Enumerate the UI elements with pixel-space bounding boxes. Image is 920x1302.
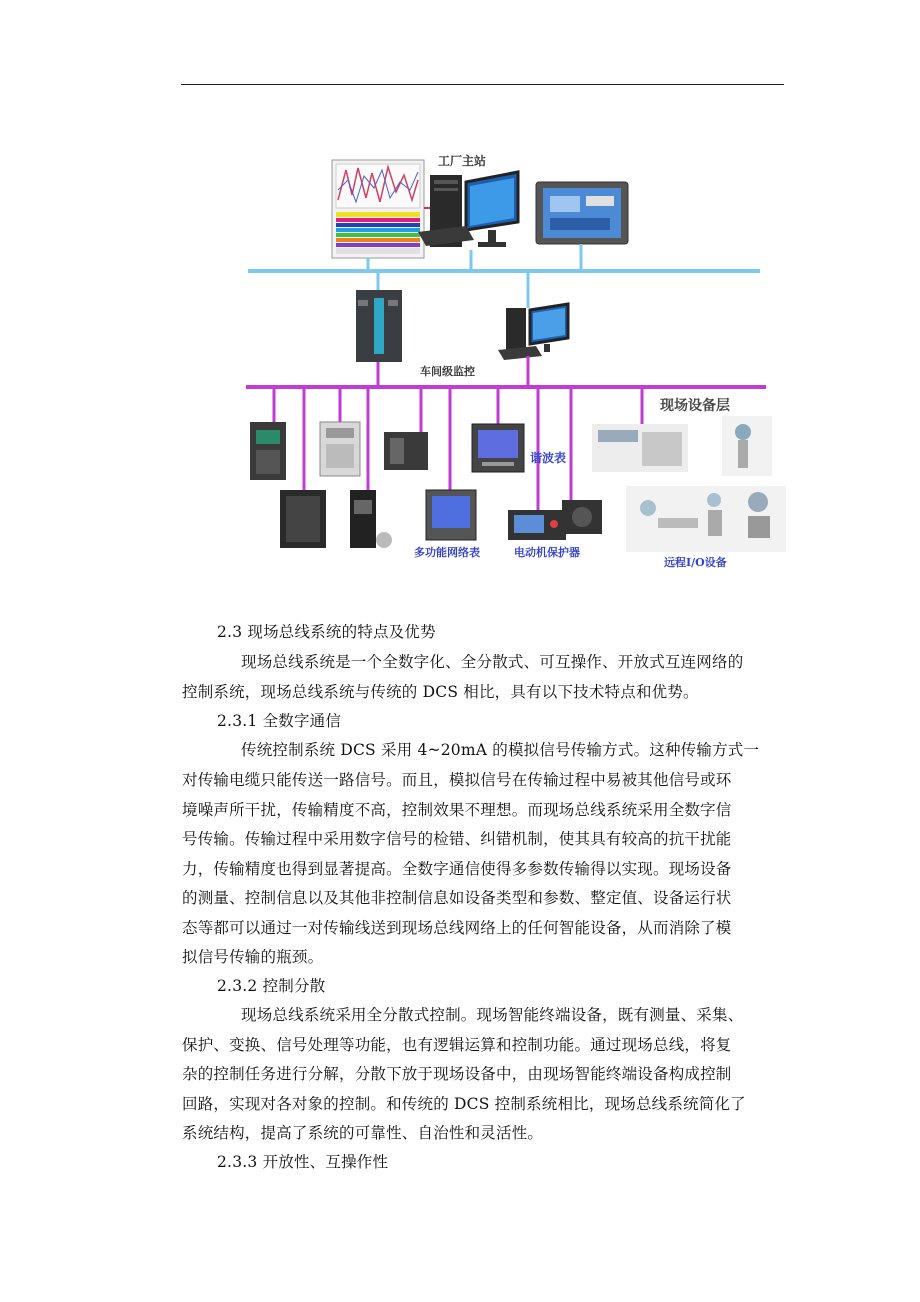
- paragraph-line: 境噪声所干扰，传输精度不高，控制效果不理想。而现场总线系统采用全数字信: [182, 801, 732, 819]
- harmonic-meter-label: 谐波表: [530, 451, 567, 465]
- section-2-3-title: 2.3 现场总线系统的特点及优势: [217, 623, 436, 641]
- io-module-icon: [384, 432, 428, 470]
- trend-screenshot-image: [332, 160, 424, 258]
- paragraph-line: 拟信号传输的瓶颈。: [182, 948, 324, 966]
- field-layer-label: 现场设备层: [660, 398, 730, 414]
- motor-protector-label: 电动机保护器: [514, 546, 580, 559]
- section-2-3-2-title: 2.3.2 控制分散: [217, 977, 326, 995]
- plc-module-icon: [356, 290, 402, 362]
- factory-master-label: 工厂主站: [438, 154, 487, 168]
- section-2-3-1-title: 2.3.1 全数字通信: [217, 712, 342, 730]
- paragraph-line: 号传输。传输过程中采用数字信号的检错、纠错机制，使其具有较高的抗干扰能: [182, 830, 732, 848]
- paragraph-line: 系统结构，提高了系统的可靠性、自治性和灵活性。: [182, 1124, 544, 1142]
- workshop-monitor-label: 车间级监控: [420, 365, 475, 378]
- fieldbus-architecture-figure: [238, 140, 790, 585]
- paragraph-line: 传统控制系统 DCS 采用 4~20mA 的模拟信号传输方式。这种传输方式一: [241, 741, 760, 759]
- harmonic-meter-icon: [472, 424, 524, 472]
- multi-function-meter-icon: [426, 490, 476, 540]
- paragraph-line: 保护、变换、信号处理等功能，也有逻辑运算和控制功能。通过现场总线，将复: [182, 1036, 732, 1054]
- remote-io-label: 远程I/O设备: [664, 556, 727, 569]
- multi-meter-label: 多功能网络表: [414, 546, 480, 559]
- header-rule: [181, 84, 784, 85]
- paragraph-line: 态等都可以通过一对传输线送到现场总线网络上的任何智能设备，从而消除了模: [182, 919, 732, 937]
- drive-device-icon: [280, 490, 326, 548]
- touch-panel-icon: [536, 182, 628, 244]
- paragraph-line: 现场总线系统是一个全数字化、全分散式、可互操作、开放式互连网络的: [241, 653, 744, 671]
- paragraph-line: 对传输电缆只能传送一路信号。而且，模拟信号在传输过程中易被其他信号或环: [182, 771, 732, 789]
- inverter-device-icon: [250, 422, 286, 480]
- paragraph-line: 杂的控制任务进行分解，分散下放于现场设备中，由现场智能终端设备构成控制: [182, 1065, 732, 1083]
- section-2-3-3-title: 2.3.3 开放性、互操作性: [217, 1153, 389, 1171]
- paragraph-line: 回路，实现对各对象的控制。和传统的 DCS 控制系统相比，现场总线系统简化了: [182, 1095, 746, 1113]
- soft-starter-icon: [320, 422, 360, 476]
- paragraph-line: 现场总线系统采用全分散式控制。现场智能终端设备，既有测量、采集、: [241, 1006, 744, 1024]
- paragraph-line: 的测量、控制信息以及其他非控制信息如设备类型和参数、整定值、设备运行状: [182, 889, 732, 907]
- paragraph-line: 控制系统，现场总线系统与传统的 DCS 相比，具有以下技术特点和优势。: [182, 683, 699, 701]
- paragraph-line: 力，传输精度也得到显著提高。全数字通信使得多参数传输得以实现。现场设备: [182, 860, 732, 878]
